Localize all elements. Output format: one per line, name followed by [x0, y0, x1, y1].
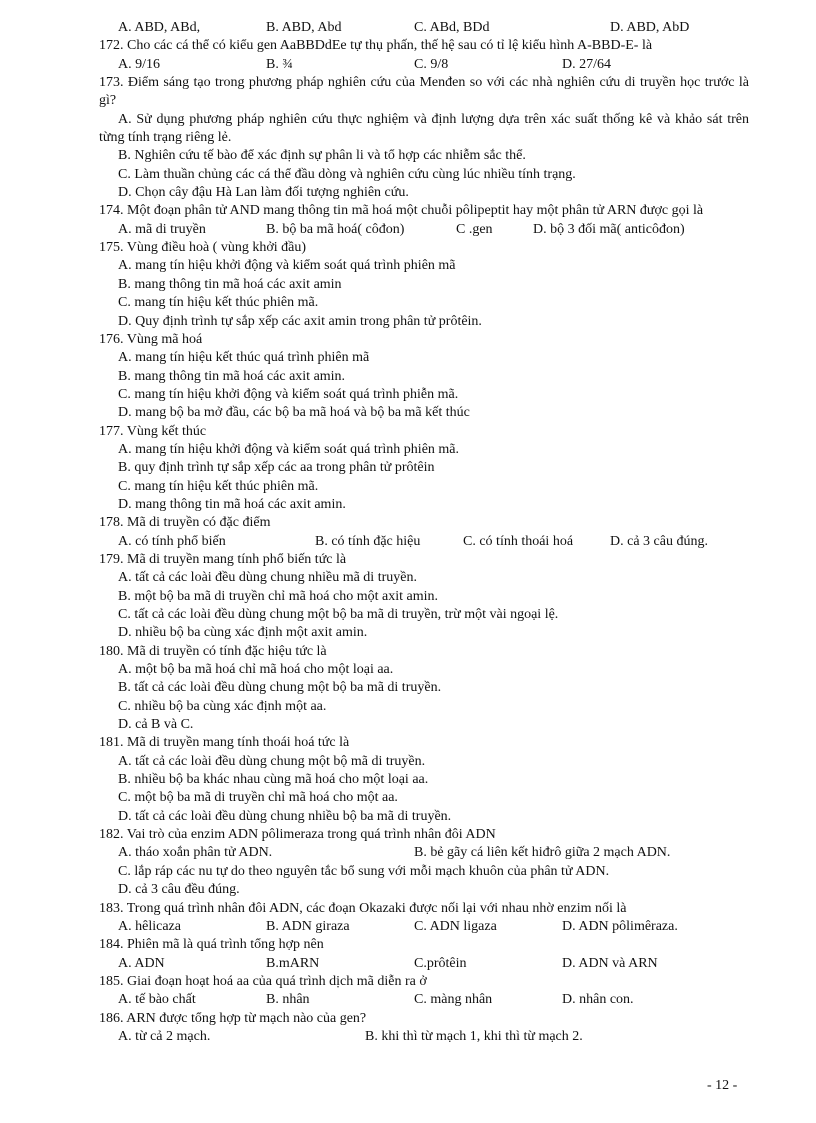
- option: B. có tính đặc hiệu: [315, 533, 421, 549]
- question-stem: 179. Mã di truyền mang tính phổ biến tức là: [99, 551, 347, 567]
- options-row: [99, 533, 749, 551]
- option: B. nhân: [266, 992, 310, 1008]
- option: B. khi thì từ mạch 1, khi thì từ mạch 2.: [365, 1028, 583, 1044]
- question-stem: 176. Vùng mã hoá: [99, 331, 203, 347]
- question-stem: 184. Phiên mã là quá trình tổng hợp nên: [99, 937, 324, 953]
- option: C. lắp ráp các nu tự do theo nguyên tắc bổ sung với mỗi mạch khuôn của phân tử ADN.: [118, 863, 610, 879]
- option: C. 9/8: [414, 56, 449, 72]
- option: D. nhân con.: [562, 992, 634, 1008]
- option: D. cả B và C.: [118, 717, 194, 733]
- option: A. ADN: [118, 955, 165, 971]
- option: A. ABD, ABd,: [118, 20, 201, 35]
- option: D. 27/64: [562, 56, 611, 72]
- question-stem: 174. Một đoạn phân tử AND mang thông tin mã hoá một chuỗi pôlipeptit hay một phân tử ARN được gọi là: [99, 203, 704, 219]
- option: D. Quy định trình tự sắp xếp các axit amin trong phân tử prôtêin.: [118, 313, 482, 329]
- option: B. ADN giraza: [266, 918, 350, 934]
- options-row: [99, 991, 749, 1009]
- option: A. mang tín hiệu kết thúc quá trình phiên mã: [118, 350, 370, 366]
- option: B. Nghiên cứu tế bào để xác định sự phân li và tổ hợp các nhiễm sắc thể.: [118, 148, 526, 164]
- option: B. nhiều bộ ba khác nhau cùng mã hoá cho một loại aa.: [118, 772, 429, 788]
- options-row: [99, 844, 749, 862]
- option: B. mang thông tin mã hoá các axit amin: [118, 276, 342, 292]
- option: A. tất cả các loài đều dùng chung nhiều mã di truyền.: [118, 570, 417, 586]
- question-176: [99, 331, 749, 423]
- option: A. hêlicaza: [118, 918, 181, 934]
- option: D. ADN và ARN: [562, 955, 658, 971]
- question-stem: 173. Điểm sáng tạo trong phương pháp nghiên cứu của Menđen so với các nhà nghiên cứu di truyền học trước là gì?: [99, 75, 749, 109]
- option: B. ABD, Abd: [266, 20, 342, 35]
- option: A. tháo xoắn phân tử ADN.: [118, 845, 273, 861]
- question-182: [99, 826, 749, 899]
- question-stem: 178. Mã di truyền có đặc điểm: [99, 515, 271, 531]
- option: A. Sử dụng phương pháp nghiên cứu thực nghiệm và định lượng dựa trên xác suất thống kê và khảo sát trên từng tính trạng riêng lẻ.: [99, 111, 749, 146]
- option: A. mã di truyền: [118, 221, 206, 237]
- option: C. Làm thuần chủng các cá thể đầu dòng và nghiên cứu cùng lúc nhiều tính trạng.: [118, 166, 576, 182]
- options-row: [99, 1028, 749, 1046]
- question-175: [99, 239, 749, 331]
- question-181: [99, 734, 749, 826]
- option: B. một bộ ba mã di truyền chỉ mã hoá cho một axit amin.: [118, 588, 438, 604]
- option: B. ¾: [266, 56, 293, 72]
- option: C. mang tín hiệu kết thúc phiên mã.: [118, 478, 319, 494]
- option: B. mang thông tin mã hoá các axit amin.: [118, 368, 346, 384]
- option: D. tất cả các loài đều dùng chung nhiều bộ ba mã di truyền.: [118, 808, 452, 824]
- option: B. tất cả các loài đều dùng chung một bộ ba mã di truyền.: [118, 680, 442, 696]
- question-172: [99, 37, 749, 74]
- option: C. một bộ ba mã di truyền chỉ mã hoá cho một aa.: [118, 790, 398, 806]
- option: B. quy định trình tự sắp xếp các aa trong phân tử prôtêin: [118, 460, 435, 476]
- question-178: [99, 514, 749, 551]
- option: A. một bộ ba mã hoá chỉ mã hoá cho một loại aa.: [118, 662, 394, 678]
- option: D. cả 3 câu đúng.: [610, 533, 708, 549]
- option: D. cả 3 câu đều đúng.: [118, 882, 240, 898]
- page-number: - 12 -: [707, 1078, 738, 1093]
- question-stem: 185. Giai đoạn hoạt hoá aa của quá trình dịch mã diễn ra ở: [99, 973, 427, 989]
- question-stem: 182. Vai trò của enzim ADN pôlimeraza trong quá trình nhân đôi ADN: [99, 827, 496, 843]
- option: A. tất cả các loài đều dùng chung một bộ mã di truyền.: [118, 753, 426, 769]
- option: D. ABD, AbD: [610, 20, 690, 35]
- option: C. ADN ligaza: [414, 918, 497, 934]
- option: C. màng nhân: [414, 992, 493, 1008]
- question-stem: 181. Mã di truyền mang tính thoái hoá tức là: [99, 735, 350, 751]
- option: C .gen: [456, 221, 493, 237]
- question-stem: 180. Mã di truyền có tính đặc hiệu tức là: [99, 643, 327, 659]
- option: C. tất cả các loài đều dùng chung một bộ ba mã di truyền, trừ một vài ngoại lệ.: [118, 607, 559, 622]
- option: D. ADN pôlimêraza.: [562, 918, 678, 934]
- option: A. tế bào chất: [118, 992, 196, 1008]
- option: A. từ cả 2 mạch.: [118, 1028, 211, 1044]
- option: D. nhiều bộ ba cùng xác định một axit amin.: [118, 625, 368, 641]
- question-186: [99, 1010, 749, 1047]
- options-row: [99, 955, 749, 973]
- options-row: [99, 918, 749, 936]
- option: A. mang tín hiệu khởi động và kiểm soát quá trình phiên mã: [118, 258, 456, 274]
- option: C. mang tín hiệu khởi động và kiểm soát quá trình phiễn mã.: [118, 386, 459, 402]
- question-stem: 172. Cho các cá thể có kiểu gen AaBBDdEe tự thụ phấn, thế hệ sau có tỉ lệ kiểu hình A-BBD-E- là: [99, 38, 653, 54]
- option: C.prôtêin: [414, 955, 467, 971]
- question-stem: 175. Vùng điều hoà ( vùng khởi đầu): [99, 240, 307, 256]
- option: B. bẻ gãy cá liên kết hiđrô giữa 2 mạch ADN.: [414, 845, 671, 861]
- question-177: [99, 423, 749, 515]
- option: C. có tính thoái hoá: [463, 533, 574, 549]
- question-174: [99, 202, 749, 239]
- question-stem: 186. ARN được tổng hợp từ mạch nào của gen?: [99, 1010, 367, 1026]
- question-stem: 183. Trong quá trình nhân đôi ADN, các đoạn Okazaki được nối lại với nhau nhờ enzim nối là: [99, 900, 627, 916]
- option: C. mang tín hiệu kết thúc phiên mã.: [118, 295, 319, 311]
- option: D. mang bộ ba mở đầu, các bộ ba mã hoá và bộ ba mã kết thúc: [118, 405, 470, 421]
- option: B.mARN: [266, 955, 320, 971]
- option: C. ABd, BDd: [414, 20, 490, 35]
- question-179: [99, 551, 749, 643]
- question-183: [99, 900, 749, 937]
- question-184: [99, 936, 749, 973]
- option: B. bộ ba mã hoá( côđon): [266, 221, 405, 237]
- question-185: [99, 973, 749, 1010]
- options-row: [99, 56, 749, 74]
- question-180: [99, 643, 749, 735]
- options-row: [99, 19, 749, 37]
- option: D. mang thông tin mã hoá các axit amin.: [118, 496, 346, 512]
- question-stem: 177. Vùng kết thúc: [99, 423, 207, 439]
- option: A. có tính phổ biến: [118, 533, 226, 549]
- option: A. mang tín hiệu khởi động và kiểm soát quá trình phiên mã.: [118, 441, 460, 457]
- options-row: [99, 221, 749, 239]
- question-173: [99, 74, 749, 202]
- option: D. bộ 3 đối mã( anticôđon): [533, 221, 685, 237]
- option: D. Chọn cây đậu Hà Lan làm đối tượng nghiên cứu.: [118, 185, 409, 201]
- exam-questions: [99, 19, 749, 1046]
- option: C. nhiều bộ ba cùng xác định một aa.: [118, 698, 327, 714]
- option: A. 9/16: [118, 56, 160, 72]
